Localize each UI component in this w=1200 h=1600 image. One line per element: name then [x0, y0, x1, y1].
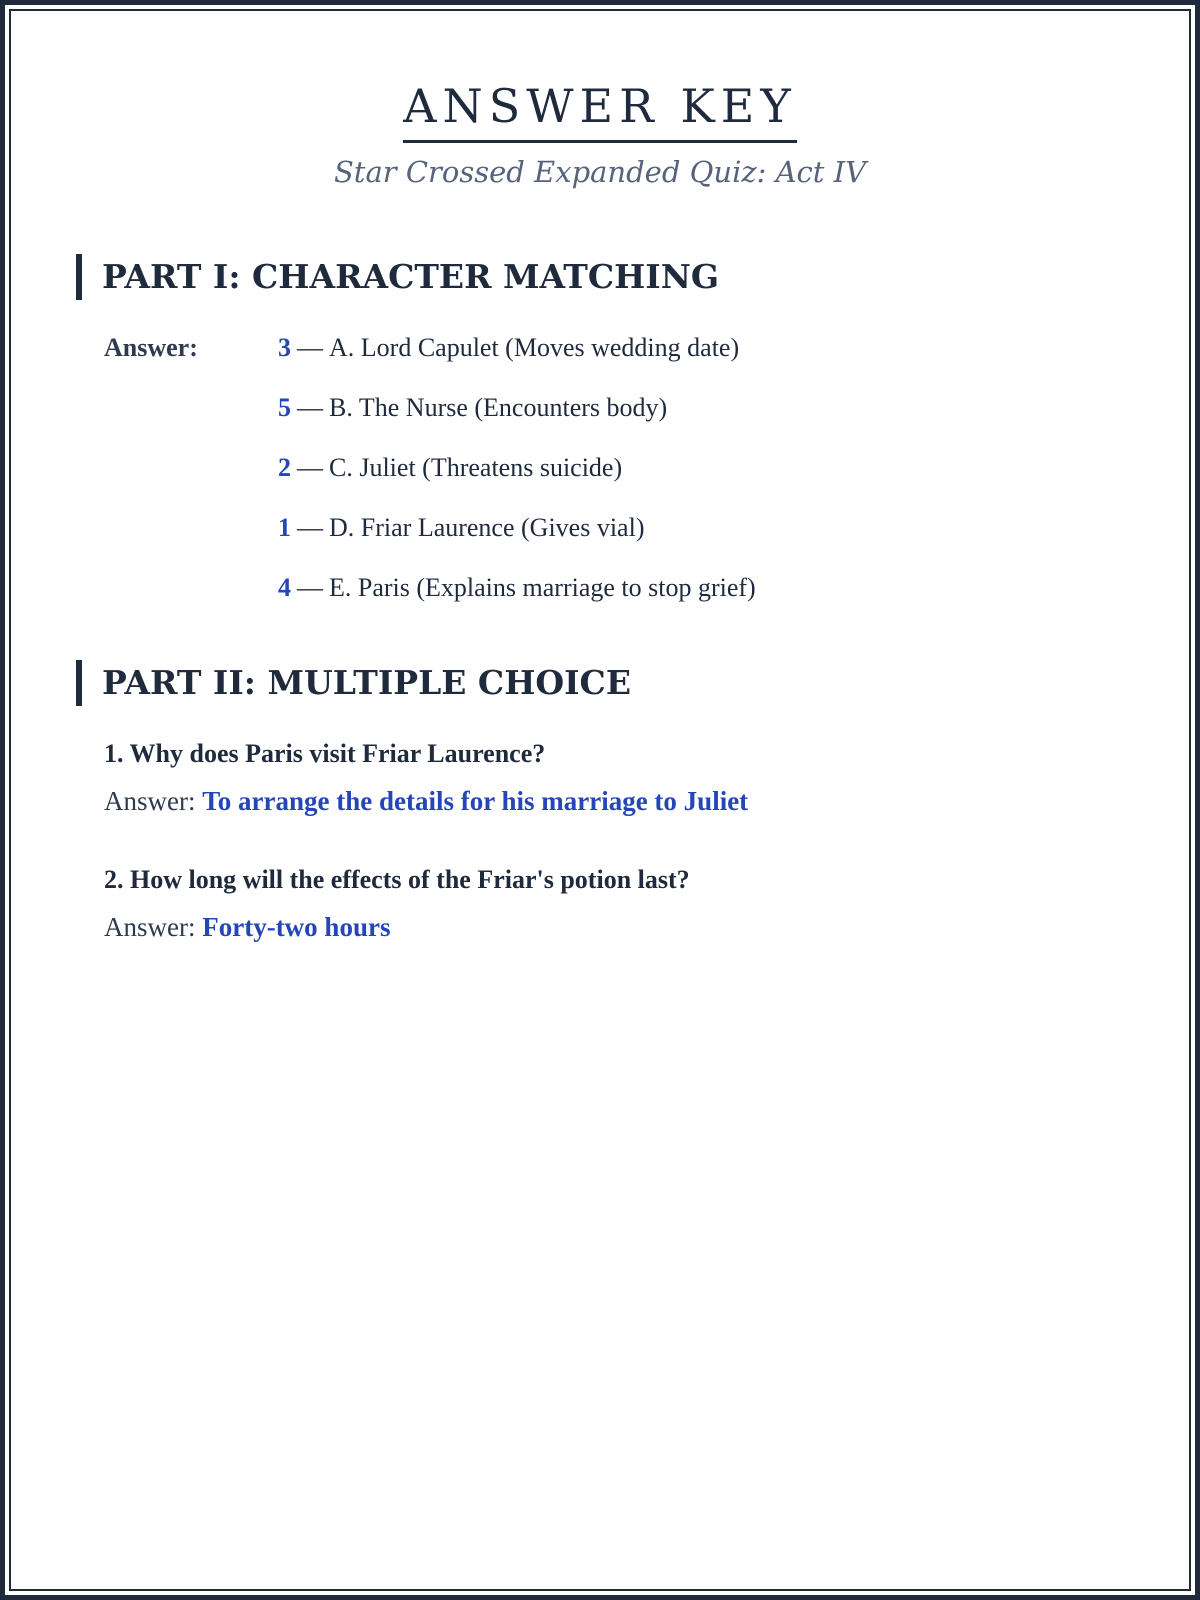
list-item	[278, 510, 756, 570]
match-separator: —	[297, 513, 323, 542]
matching-list	[278, 330, 756, 630]
answer-label: Answer:	[104, 912, 196, 942]
list-item	[278, 390, 756, 450]
page-title: ANSWER KEY	[403, 78, 796, 143]
match-text: D. Friar Laurence (Gives vial)	[329, 513, 645, 542]
page-header	[0, 78, 1200, 189]
question-text: 2. How long will the effects of the Friar's potion last?	[104, 865, 690, 894]
list-item	[278, 330, 756, 390]
match-number: 2	[278, 453, 291, 482]
answer-line	[104, 783, 1104, 819]
list-item	[278, 570, 756, 630]
question-text: 1. Why does Paris visit Friar Laurence?	[104, 739, 546, 768]
match-number: 1	[278, 513, 291, 542]
match-separator: —	[297, 453, 323, 482]
match-separator: —	[297, 573, 323, 602]
part-one-heading: PART I: CHARACTER MATCHING	[76, 254, 719, 300]
part-two-heading: PART II: MULTIPLE CHOICE	[76, 660, 631, 706]
match-number: 5	[278, 393, 291, 422]
match-separator: —	[297, 393, 323, 422]
question-block-2	[104, 862, 1104, 945]
matching-answer-label: Answer:	[104, 333, 198, 362]
match-number: 4	[278, 573, 291, 602]
list-item	[278, 450, 756, 510]
page-subtitle: Star Crossed Expanded Quiz: Act IV	[333, 155, 867, 189]
answer-value: Forty-two hours	[202, 912, 391, 942]
match-text: B. The Nurse (Encounters body)	[329, 393, 668, 422]
answer-label: Answer:	[104, 786, 196, 816]
match-text: E. Paris (Explains marriage to stop grief)	[329, 573, 756, 602]
answer-line	[104, 909, 1104, 945]
match-separator: —	[297, 333, 323, 362]
match-text: A. Lord Capulet (Moves wedding date)	[329, 333, 740, 362]
match-number: 3	[278, 333, 291, 362]
answer-value: To arrange the details for his marriage to Juliet	[202, 786, 749, 816]
match-text: C. Juliet (Threatens suicide)	[329, 453, 623, 482]
question-block-1	[104, 736, 1104, 819]
